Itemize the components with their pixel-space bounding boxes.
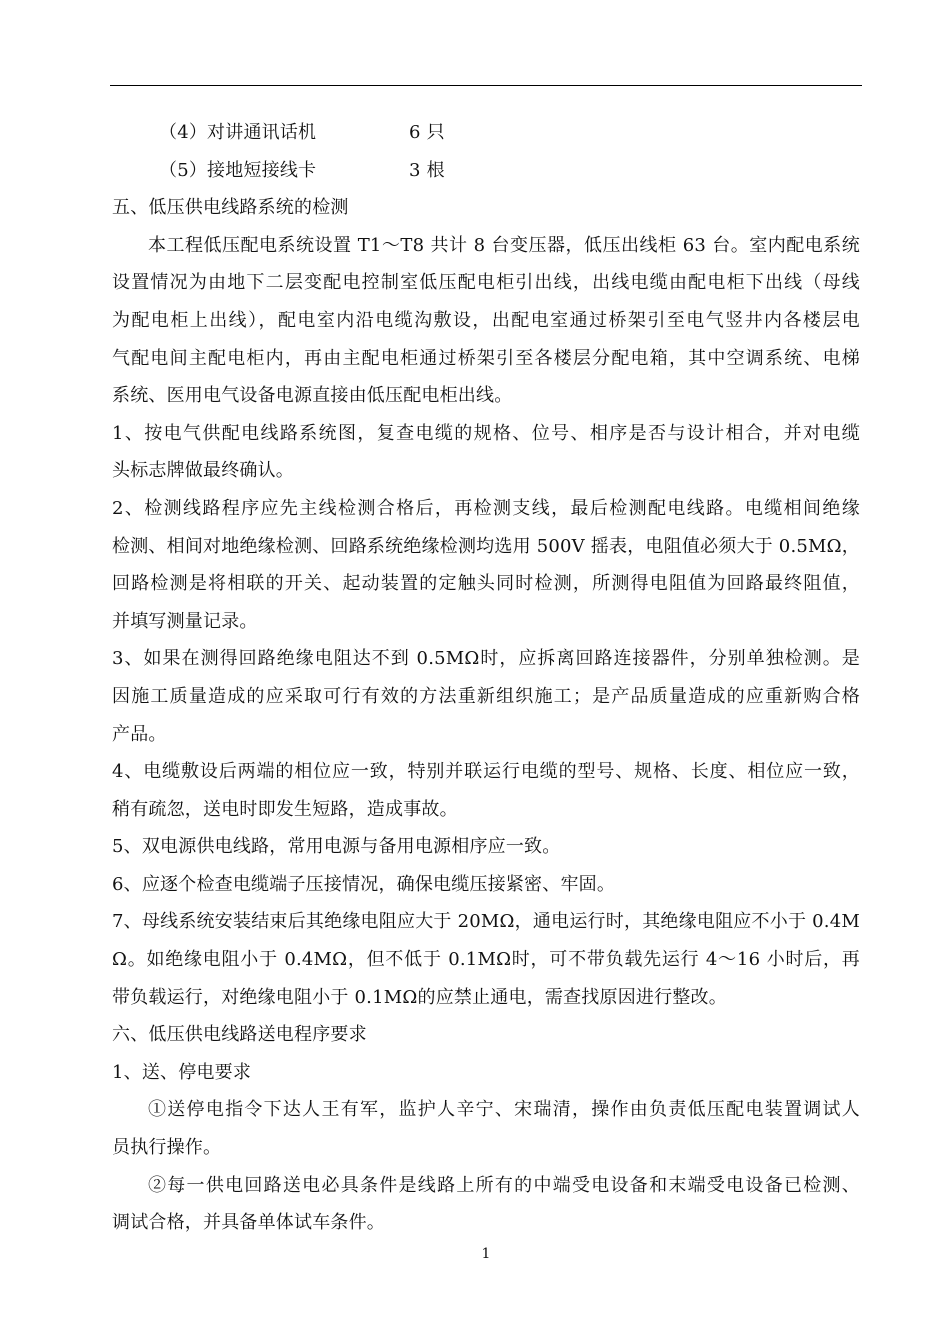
page-number: 1 (481, 1246, 491, 1262)
equipment-item (112, 114, 860, 152)
check-point-7 (112, 903, 860, 1016)
header-rule (110, 85, 862, 86)
paragraph-line: 为配电柜上出线），配电室内沿电缆沟敷设，出配电室通过桥架引至电气竖井内各楼层电 (112, 309, 860, 331)
procedure-paragraph-2 (112, 1167, 860, 1242)
paragraph-line: 5、双电源供电线路，常用电源与备用电源相序应一致。 (112, 836, 561, 858)
document-body (112, 114, 860, 1242)
check-point-3 (112, 640, 860, 753)
check-point-5 (112, 828, 860, 866)
section-5-intro (112, 227, 860, 415)
equipment-item (112, 152, 860, 190)
paragraph-line: 并填写测量记录。 (112, 610, 258, 632)
paragraph-line: 产品。 (112, 723, 167, 745)
equipment-item-quantity: 3 根 (409, 159, 445, 181)
paragraph-line: 带负载运行，对绝缘电阻小于 0.1MΩ的应禁止通电，需查找原因进行整改。 (112, 986, 727, 1008)
paragraph-line: ②每一供电回路送电必具条件是线路上所有的中端受电设备和末端受电设备已检测、 (148, 1174, 860, 1196)
paragraph-line: Ω。如绝缘电阻小于 0.4MΩ，但不低于 0.1MΩ时，可不带负载先运行 4～16 小时后，再 (112, 949, 860, 971)
paragraph-line: 4、电缆敷设后两端的相位应一致，特别并联运行电缆的型号、规格、长度、相位应一致， (112, 761, 860, 783)
paragraph-line: 7、母线系统安装结束后其绝缘电阻应大于 20MΩ，通电运行时，其绝缘电阻应不小于 0.4M (112, 911, 860, 933)
paragraph-line: 3、如果在测得回路绝缘电阻达不到 0.5MΩ时，应拆离回路连接器件，分别单独检测。是 (112, 648, 860, 670)
equipment-item-label: （5）接地短接线卡 (159, 159, 317, 181)
paragraph-line: 调试合格，并具备单体试车条件。 (112, 1212, 385, 1234)
paragraph-line: 6、应逐个检查电缆端子压接情况，确保电缆压接紧密、牢固。 (112, 873, 616, 895)
paragraph-line: ①送停电指令下达人王有军，监护人辛宁、宋瑞清，操作由负责低压配电装置调试人 (148, 1099, 860, 1121)
check-point-1 (112, 415, 860, 490)
paragraph-line: 设置情况为由地下二层变配电控制室低压配电柜引出线，出线电缆由配电柜下出线（母线 (112, 272, 860, 294)
paragraph-line: 气配电间主配电柜内，再由主配电柜通过桥架引至各楼层分配电箱，其中空调系统、电梯 (112, 347, 860, 369)
equipment-item-label: （4）对讲通讯话机 (159, 122, 317, 143)
check-point-2 (112, 490, 860, 640)
paragraph-line: 2、检测线路程序应先主线检测合格后，再检测支线，最后检测配电线路。电缆相间绝缘 (112, 497, 860, 519)
paragraph-line: 1、按电气供配电线路系统图，复查电缆的规格、位号、相序是否与设计相合，并对电缆 (112, 422, 860, 444)
paragraph-line: 回路检测是将相联的开关、起动装置的定触头同时检测，所测得电阻值为回路最终阻值， (112, 573, 860, 595)
paragraph-line: 因施工质量造成的应采取可行有效的方法重新组织施工；是产品质量造成的应重新购合格 (112, 685, 860, 707)
check-point-4 (112, 753, 860, 828)
paragraph-line: 稍有疏忽，送电时即发生短路，造成事故。 (112, 798, 458, 820)
procedure-paragraph-1 (112, 1091, 860, 1166)
section-heading-6: 六、低压供电线路送电程序要求 (112, 1024, 367, 1046)
equipment-item-quantity: 6 只 (409, 122, 445, 143)
paragraph-line: 检测、相间对地绝缘检测、回路系统绝缘检测均选用 500V 摇表，电阻值必须大于 0.5MΩ， (112, 535, 860, 557)
check-point-6 (112, 866, 860, 904)
paragraph-line: 系统、医用电气设备电源直接由低压配电柜出线。 (112, 385, 513, 407)
subsection-heading: 1、送、停电要求 (112, 1061, 252, 1083)
section-heading-5: 五、低压供电线路系统的检测 (112, 197, 349, 219)
paragraph-line: 本工程低压配电系统设置 T1～T8 共计 8 台变压器，低压出线柜 63 台。室内配电系统 (148, 234, 860, 256)
paragraph-line: 头标志牌做最终确认。 (112, 460, 294, 482)
paragraph-line: 员执行操作。 (112, 1137, 222, 1159)
